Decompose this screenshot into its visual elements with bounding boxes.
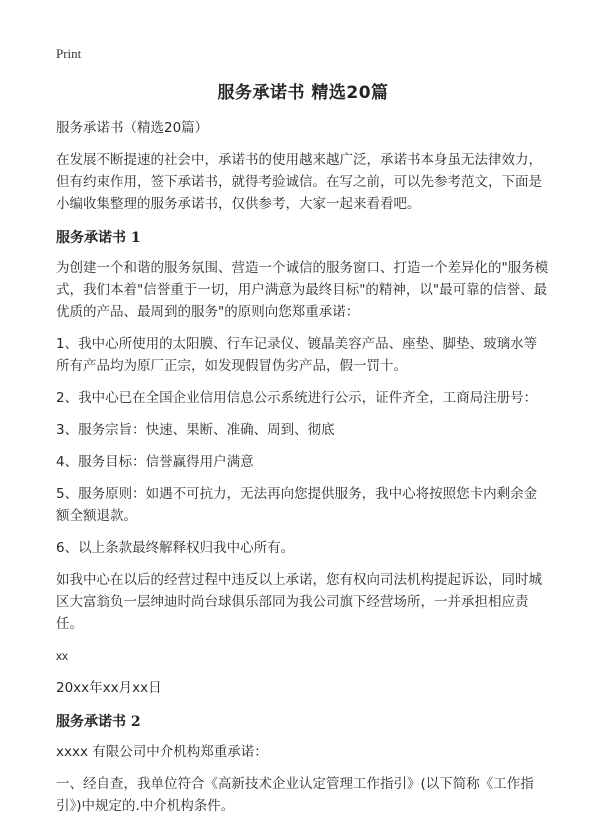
document-body xyxy=(56,78,550,827)
section-heading-2: 服务承诺书 2 xyxy=(56,714,141,730)
section1-paragraph: 4、服务目标：信誉赢得用户满意 xyxy=(56,454,254,470)
intro-paragraph: 在发展不断提速的社会中，承诺书的使用越来越广泛，承诺书本身虽无法律效力，但有约束作用，签下承诺书，就得考验诚信。在写之前，可以先参考范文，下面是小编收集整理的服务承诺书，仅供参考，大家一起来看看吧。 xyxy=(56,152,542,212)
print-link[interactable]: Print xyxy=(56,46,82,61)
signature-date: 20xx年xx月xx日 xyxy=(56,680,162,696)
section2-paragraph: 一、经自查，我单位符合《高新技术企业认定管理工作指引》(以下简称《工作指引》)中规定的.中介机构条件。 xyxy=(56,776,534,814)
section-heading-1: 服务承诺书 1 xyxy=(56,230,141,246)
section1-paragraph: 6、以上条款最终解释权归我中心所有。 xyxy=(56,540,295,556)
page-title: 服务承诺书 精选20篇 xyxy=(217,83,389,103)
signature: xx xyxy=(56,649,68,663)
section1-paragraph: 3、服务宗旨：快速、果断、准确、周到、彻底 xyxy=(56,422,335,438)
section1-paragraph: 5、服务原则：如遇不可抗力，无法再向您提供服务，我中心将按照您卡内剩余金额全额退款。 xyxy=(56,486,538,524)
section1-paragraph: 为创建一个和谐的服务氛围、营造一个诚信的服务窗口、打造一个差异化的"服务模式，我们本着"信誉重于一切，用户满意为最终目标"的精神，以"最可靠的信誉、最优质的产品、最周到的服务"的原则向您郑重承诺： xyxy=(56,260,549,320)
document-subtitle: 服务承诺书（精选20篇） xyxy=(56,120,209,136)
section1-paragraph: 2、我中心已在全国企业信用信息公示系统进行公示，证件齐全，工商局注册号： xyxy=(56,390,538,406)
section1-paragraph: 如我中心在以后的经营过程中违反以上承诺，您有权向司法机构提起诉讼，同时城区大富翁负一层绅迪时尚台球俱乐部同为我公司旗下经营场所，一并承担相应责任。 xyxy=(56,572,542,632)
section2-paragraph: xxxx 有限公司中介机构郑重承诺： xyxy=(56,744,268,760)
section1-paragraph: 1、我中心所使用的太阳膜、行车记录仪、镀晶美容产品、座垫、脚垫、玻璃水等所有产品均为原厂正宗，如发现假冒伪劣产品，假一罚十。 xyxy=(56,336,538,374)
